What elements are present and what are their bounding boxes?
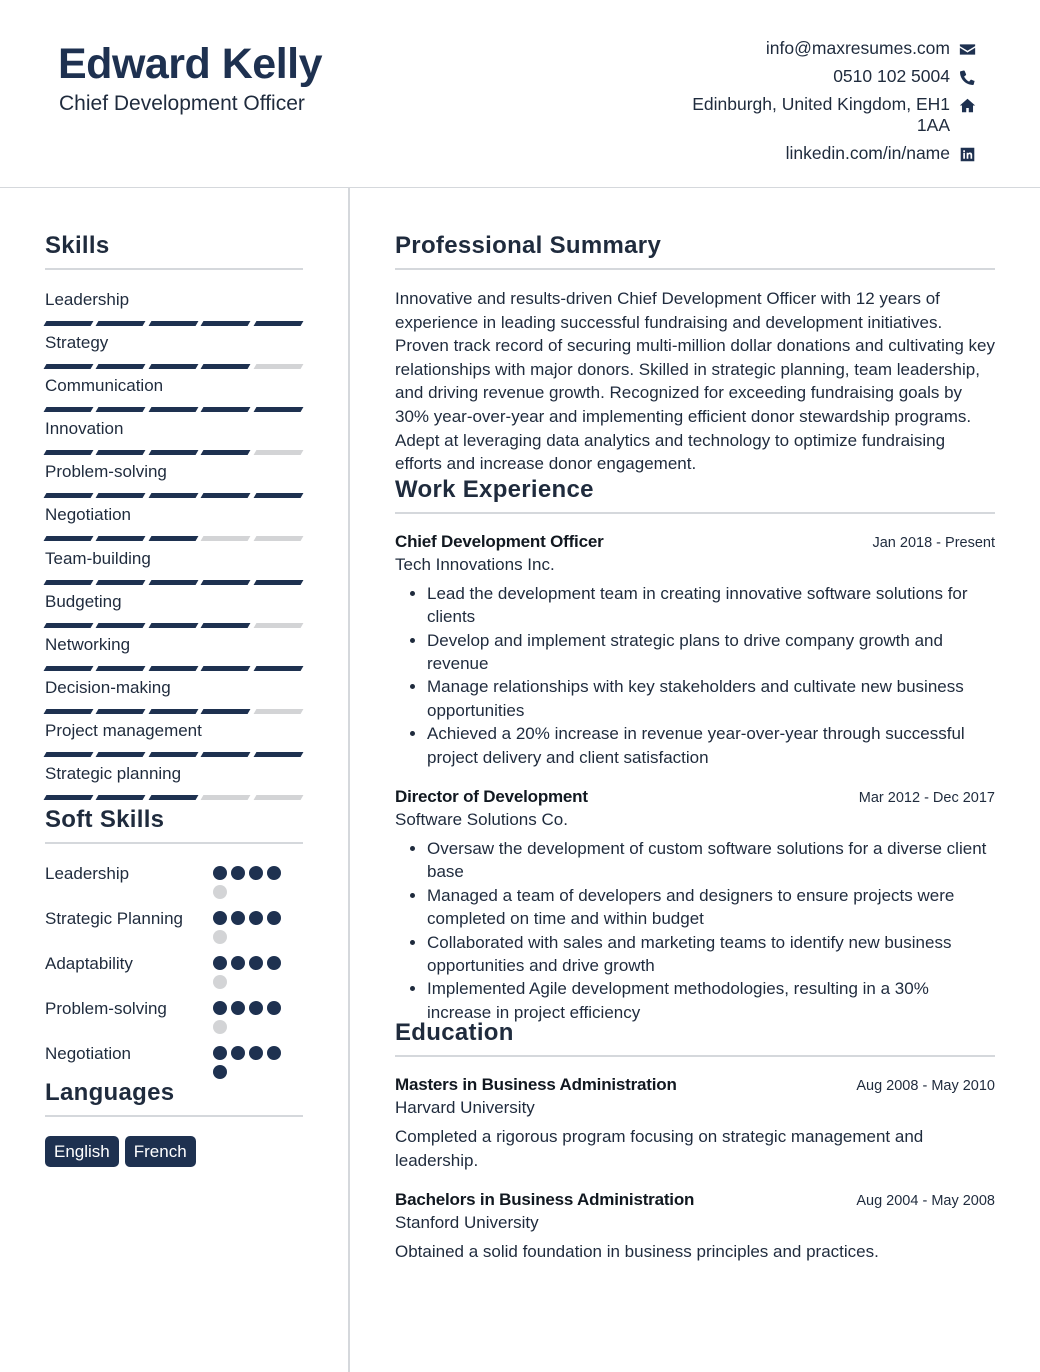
skill-label: Decision-making bbox=[45, 677, 171, 697]
skill-label: Networking bbox=[45, 634, 131, 654]
rating-dot bbox=[213, 975, 227, 989]
skill-label: Leadership bbox=[45, 290, 130, 309]
soft-skill-label: Strategic Planning bbox=[45, 909, 183, 929]
skill-level-segment bbox=[44, 407, 94, 412]
skill-level-segment bbox=[96, 752, 146, 757]
skill-level-segment bbox=[96, 493, 146, 498]
skill-level-bar bbox=[45, 709, 303, 714]
education-heading: Education bbox=[395, 1019, 995, 1057]
soft-skill-label: Negotiation bbox=[45, 1044, 132, 1064]
job-company: Software Solutions Co. bbox=[395, 810, 568, 829]
contact-address bbox=[646, 94, 976, 136]
skill-level-segment bbox=[201, 623, 251, 628]
skill-level-segment bbox=[148, 536, 198, 541]
education-entry bbox=[395, 1190, 995, 1264]
contact-phone bbox=[646, 66, 976, 87]
contact-email-text: info@maxresumes.com bbox=[765, 38, 950, 58]
soft-skill-item bbox=[45, 862, 303, 899]
skill-level-segment bbox=[148, 709, 198, 714]
skill-level-segment bbox=[148, 450, 198, 455]
skill-level-segment bbox=[148, 407, 198, 412]
skill-level-segment bbox=[44, 450, 94, 455]
rating-dot bbox=[267, 956, 281, 970]
soft-skill-rating bbox=[213, 1046, 293, 1079]
contact-linkedin bbox=[646, 143, 976, 164]
education-school: Harvard University bbox=[395, 1098, 535, 1118]
skill-level-segment bbox=[148, 580, 198, 585]
skill-label: Problem-solving bbox=[45, 462, 167, 482]
skill-item bbox=[45, 764, 303, 807]
education-entry bbox=[395, 1075, 995, 1172]
education-description: Obtained a solid foundation in business principles and practices. bbox=[395, 1242, 879, 1262]
rating-dot bbox=[249, 956, 263, 970]
home-icon bbox=[958, 96, 976, 114]
skill-level-segment bbox=[201, 666, 251, 671]
job-date: Mar 2012 - Dec 2017 bbox=[858, 790, 995, 806]
rating-dot bbox=[231, 1046, 245, 1060]
skill-level-bar bbox=[45, 450, 303, 455]
soft-skill-item bbox=[45, 907, 303, 944]
skill-level-segment bbox=[253, 536, 303, 541]
rating-dot bbox=[213, 866, 227, 880]
soft-skill-label: Adaptability bbox=[45, 954, 133, 974]
education-description: Completed a rigorous program focusing on strategic management and leadership. bbox=[395, 1127, 924, 1170]
skill-label: Innovation bbox=[45, 419, 124, 439]
job-bullets bbox=[427, 582, 995, 769]
skill-level-segment bbox=[96, 580, 146, 585]
rating-dot bbox=[213, 930, 227, 944]
skill-level-segment bbox=[96, 623, 146, 628]
skill-level-bar bbox=[45, 536, 303, 541]
skill-level-segment bbox=[201, 752, 251, 757]
soft-skills-heading: Soft Skills bbox=[45, 806, 303, 844]
skill-level-segment bbox=[148, 752, 198, 757]
rating-dot bbox=[213, 956, 227, 970]
skill-label: Strategic planning bbox=[45, 764, 182, 784]
skill-level-segment bbox=[96, 450, 146, 455]
skill-level-segment bbox=[148, 666, 198, 671]
contact-phone-text: 0510 102 5004 bbox=[833, 66, 950, 86]
skill-level-segment bbox=[253, 709, 303, 714]
soft-skills-list bbox=[45, 862, 303, 1079]
soft-skill-rating bbox=[213, 1001, 293, 1034]
contact-email bbox=[646, 38, 976, 59]
job-bullets bbox=[427, 837, 995, 1024]
skill-level-segment bbox=[96, 666, 146, 671]
education-header bbox=[395, 1075, 995, 1095]
envelope-icon bbox=[958, 40, 976, 58]
skill-level-bar bbox=[45, 795, 303, 800]
job-company: Tech Innovations Inc. bbox=[395, 554, 555, 574]
soft-skill-label: Leadership bbox=[45, 864, 130, 884]
language-badge: French bbox=[125, 1136, 196, 1167]
skills-heading: Skills bbox=[45, 232, 303, 270]
candidate-name: Edward Kelly bbox=[58, 40, 323, 88]
rating-dot bbox=[267, 911, 281, 925]
languages-heading: Languages bbox=[45, 1079, 303, 1117]
job-bullet: • Manage relationships with key stakeholders and cultivate new business opportunities bbox=[427, 675, 995, 722]
job-bullet: • Achieved a 20% increase in revenue year-over-year through successful project delivery and client satisfaction bbox=[427, 722, 995, 769]
skill-level-segment bbox=[148, 493, 198, 498]
skill-level-segment bbox=[44, 623, 94, 628]
skill-level-bar bbox=[45, 407, 303, 412]
experience-heading: Work Experience bbox=[395, 476, 995, 514]
skill-level-segment bbox=[148, 623, 198, 628]
skill-item bbox=[45, 419, 303, 462]
skill-label: Budgeting bbox=[45, 591, 122, 611]
skill-level-segment bbox=[44, 752, 94, 757]
skill-level-segment bbox=[44, 364, 94, 369]
job-header bbox=[395, 532, 995, 552]
rating-dot bbox=[267, 1046, 281, 1060]
skill-level-segment bbox=[148, 364, 198, 369]
skill-level-segment bbox=[253, 580, 303, 585]
skill-level-segment bbox=[148, 795, 198, 800]
rating-dot bbox=[231, 1001, 245, 1015]
rating-dot bbox=[231, 956, 245, 970]
skill-level-segment bbox=[201, 795, 251, 800]
linkedin-icon bbox=[958, 145, 976, 163]
skill-item bbox=[45, 549, 303, 592]
skill-level-segment bbox=[44, 666, 94, 671]
education-list bbox=[395, 1075, 995, 1264]
skill-level-segment bbox=[253, 623, 303, 628]
rating-dot bbox=[267, 1001, 281, 1015]
job-bullet: • Oversaw the development of custom software solutions for a diverse client base bbox=[427, 837, 995, 884]
language-badge: English bbox=[45, 1136, 119, 1167]
skill-level-segment bbox=[96, 364, 146, 369]
experience-list bbox=[395, 532, 995, 1025]
skill-level-segment bbox=[44, 709, 94, 714]
skill-level-segment bbox=[201, 450, 251, 455]
job-header bbox=[395, 787, 995, 807]
soft-skill-label: Problem-solving bbox=[45, 999, 167, 1019]
skill-level-segment bbox=[201, 407, 251, 412]
skill-level-segment bbox=[44, 580, 94, 585]
job-bullet: • Collaborated with sales and marketing teams to identify new business opportunities and drive growth bbox=[427, 931, 995, 978]
soft-skill-item bbox=[45, 997, 303, 1034]
skills-list bbox=[45, 290, 303, 807]
skill-item bbox=[45, 376, 303, 419]
phone-icon bbox=[958, 68, 976, 86]
education-school: Stanford University bbox=[395, 1213, 539, 1233]
skill-level-bar bbox=[45, 752, 303, 757]
job-bullet: • Lead the development team in creating innovative software solutions for clients bbox=[427, 582, 995, 629]
skill-level-segment bbox=[96, 536, 146, 541]
skill-label: Strategy bbox=[45, 333, 109, 353]
contact-linkedin-text: linkedin.com/in/name bbox=[785, 143, 950, 163]
soft-skill-item bbox=[45, 1042, 303, 1079]
contact-info bbox=[646, 38, 976, 171]
soft-skill-rating bbox=[213, 956, 293, 989]
skill-item bbox=[45, 678, 303, 721]
job-bullet: • Managed a team of developers and designers to ensure projects were completed on time and within budget bbox=[427, 884, 995, 931]
skill-level-segment bbox=[201, 321, 251, 326]
skill-level-bar bbox=[45, 364, 303, 369]
skill-item bbox=[45, 290, 303, 333]
job-bullet: • Develop and implement strategic plans to drive company growth and revenue bbox=[427, 629, 995, 676]
job-entry bbox=[395, 787, 995, 1024]
skill-item bbox=[45, 462, 303, 505]
rating-dot bbox=[249, 1001, 263, 1015]
rating-dot bbox=[231, 911, 245, 925]
education-date: Aug 2004 - May 2008 bbox=[856, 1193, 995, 1210]
skill-level-segment bbox=[253, 450, 303, 455]
skill-level-segment bbox=[44, 493, 94, 498]
rating-dot bbox=[213, 1046, 227, 1060]
skill-level-segment bbox=[201, 364, 251, 369]
rating-dot bbox=[213, 1065, 227, 1079]
skill-label: Project management bbox=[45, 720, 202, 740]
job-entry bbox=[395, 532, 995, 769]
rating-dot bbox=[249, 911, 263, 925]
rating-dot bbox=[213, 885, 227, 899]
skill-level-segment bbox=[44, 321, 94, 326]
skill-level-segment bbox=[253, 407, 303, 412]
skill-level-segment bbox=[44, 795, 94, 800]
education-header bbox=[395, 1190, 995, 1210]
job-title: Director of Development bbox=[395, 787, 588, 806]
skill-item bbox=[45, 592, 303, 635]
skill-item bbox=[45, 635, 303, 678]
rating-dot bbox=[267, 866, 281, 880]
skill-level-bar bbox=[45, 493, 303, 498]
rating-dot bbox=[213, 911, 227, 925]
soft-skill-rating bbox=[213, 911, 293, 944]
rating-dot bbox=[213, 1001, 227, 1015]
education-degree: Masters in Business Administration bbox=[395, 1075, 677, 1095]
candidate-title: Chief Development Officer bbox=[59, 92, 305, 115]
skill-level-segment bbox=[201, 709, 251, 714]
skill-level-segment bbox=[201, 536, 251, 541]
summary-text: Innovative and results-driven Chief Development Officer with 12 years of experience in leading successful fundraising and development initiatives. Proven track record of securing multi-million dollar donations and cultivating key relationships with major donors. Skilled in strategic planning, team leadership, and driving revenue growth. Recognized for exceeding fundraising goals by 30% year-over-year and implementing efficient donor stewardship programs. Adept at leveraging data analytics and technology to optimize fundraising efforts and increase donor engagement. bbox=[395, 289, 996, 474]
skill-level-segment bbox=[253, 795, 303, 800]
right-column bbox=[395, 232, 995, 1264]
skill-level-segment bbox=[148, 321, 198, 326]
skill-level-segment bbox=[96, 321, 146, 326]
skill-level-segment bbox=[253, 752, 303, 757]
rating-dot bbox=[249, 866, 263, 880]
skill-item bbox=[45, 721, 303, 764]
rating-dot bbox=[231, 866, 245, 880]
skill-level-segment bbox=[96, 795, 146, 800]
job-date: Jan 2018 - Present bbox=[872, 534, 995, 551]
soft-skill-item bbox=[45, 952, 303, 989]
summary-heading: Professional Summary bbox=[395, 232, 995, 270]
skill-level-segment bbox=[253, 493, 303, 498]
rating-dot bbox=[213, 1020, 227, 1034]
skill-level-segment bbox=[96, 709, 146, 714]
skill-level-bar bbox=[45, 666, 303, 671]
resume-header bbox=[0, 0, 1040, 188]
education-date: Aug 2008 - May 2010 bbox=[856, 1078, 995, 1095]
skill-item bbox=[45, 333, 303, 376]
skill-level-bar bbox=[45, 321, 303, 326]
skill-level-bar bbox=[45, 580, 303, 585]
languages-list bbox=[45, 1136, 303, 1167]
job-bullet: • Implemented Agile development methodologies, resulting in a 30% increase in project efficiency bbox=[427, 977, 995, 1024]
skill-level-segment bbox=[253, 321, 303, 326]
skill-item bbox=[45, 505, 303, 548]
skill-label: Negotiation bbox=[45, 505, 132, 525]
rating-dot bbox=[249, 1046, 263, 1060]
left-column bbox=[45, 232, 303, 1167]
contact-address-text: Edinburgh, United Kingdom, EH1 1AA bbox=[692, 94, 950, 135]
skill-level-segment bbox=[201, 493, 251, 498]
skill-level-segment bbox=[44, 536, 94, 541]
skill-level-segment bbox=[253, 364, 303, 369]
education-degree: Bachelors in Business Administration bbox=[395, 1190, 695, 1210]
job-title: Chief Development Officer bbox=[395, 531, 604, 551]
skill-level-bar bbox=[45, 623, 303, 628]
skill-level-segment bbox=[253, 666, 303, 671]
skill-label: Team-building bbox=[45, 548, 151, 568]
skill-level-segment bbox=[201, 580, 251, 585]
soft-skill-rating bbox=[213, 866, 293, 899]
skill-label: Communication bbox=[45, 376, 164, 396]
column-divider bbox=[348, 188, 350, 1372]
skill-level-segment bbox=[96, 407, 146, 412]
